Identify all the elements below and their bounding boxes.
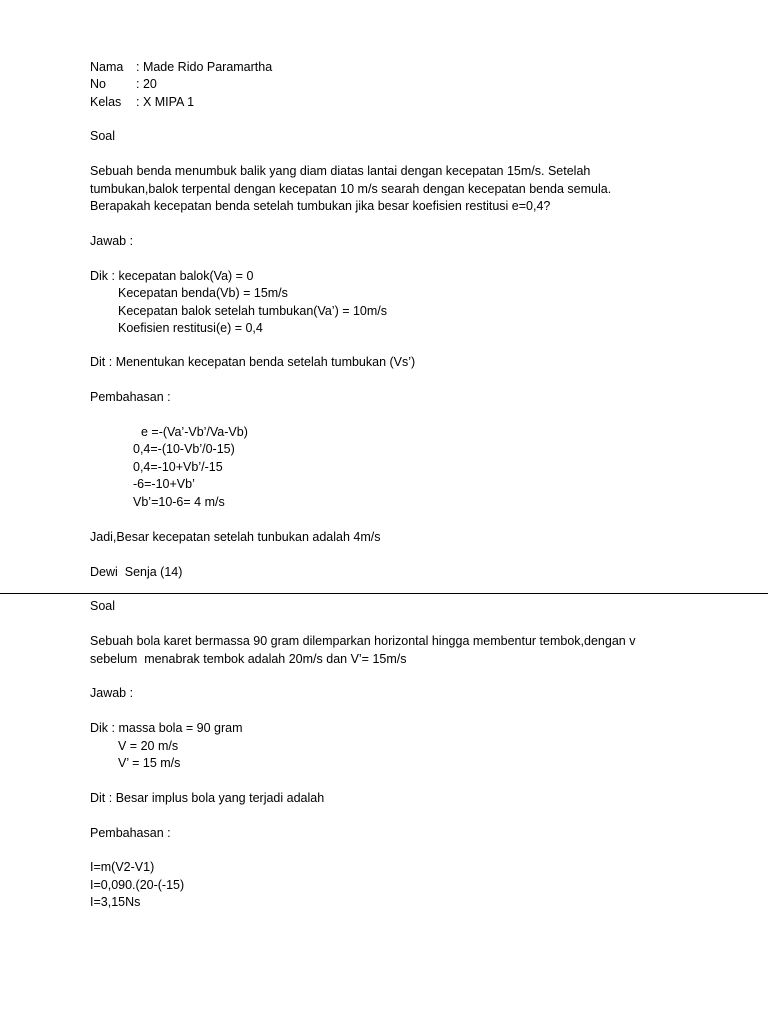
step-2-2: I=0,090.(20-(-15) [90,878,185,892]
step-2-3: I=3,15Ns [90,895,141,909]
step-2-1: I=m(V2-V1) [90,860,155,874]
pembahasan-1: Pembahasan : [90,390,171,404]
question-1-line-1: Sebuah benda menumbuk balik yang diam diatas lantai dengan kecepatan 15m/s. Setelah [90,164,591,178]
dik-1-line-3: Kecepatan balok setelah tumbukan(Va’) = 10m/s [118,304,388,318]
conclusion-1: Jadi,Besar kecepatan setelah tunbukan adalah 4m/s [90,530,381,544]
question-2-line-1: Sebuah bola karet bermassa 90 gram dilemparkan horizontal hingga membentur tembok,dengan v [90,634,636,648]
no-value: : 20 [136,77,157,91]
dik-1-line-4: Koefisien restitusi(e) = 0,4 [118,321,263,335]
dik-1-line-2: Kecepatan benda(Vb) = 15m/s [118,286,288,300]
header-nama [90,59,272,75]
dit-1: Dit : Menentukan kecepatan benda setelah tumbukan (Vs’) [90,355,416,369]
question-1-line-3: Berapakah kecepatan benda setelah tumbukan jika besar koefisien restitusi e=0,4? [90,199,551,213]
jawab-1: Jawab : [90,234,134,248]
soal-heading-1: Soal [90,129,116,143]
no-label: No [90,77,106,91]
dik-2-line-1: Dik : massa bola = 90 gram [90,721,243,735]
section-divider [0,593,768,594]
kelas-label: Kelas [90,95,122,109]
soal-heading-2: Soal [90,599,116,613]
question-1-line-2: tumbukan,balok terpental dengan kecepatan 10 m/s searah dengan kecepatan benda semula. [90,182,612,196]
kelas-value: : X MIPA 1 [136,95,195,109]
author: Dewi Senja (14) [90,565,183,579]
question-2-line-2: sebelum menabrak tembok adalah 20m/s dan V’= 15m/s [90,652,407,666]
nama-value: : Made Rido Paramartha [136,60,273,74]
dit-2: Dit : Besar implus bola yang terjadi adalah [90,791,325,805]
nama-label: Nama [90,60,124,74]
step-1-5: Vb’=10-6= 4 m/s [133,495,225,509]
dik-2-line-2: V = 20 m/s [118,739,179,753]
step-1-4: -6=-10+Vb’ [133,477,195,491]
dik-1-line-1: Dik : kecepatan balok(Va) = 0 [90,269,254,283]
jawab-2: Jawab : [90,686,134,700]
dik-2-line-3: V’ = 15 m/s [118,756,181,770]
header-no [90,76,157,92]
step-1-2: 0,4=-(10-Vb’/0-15) [133,442,235,456]
pembahasan-2: Pembahasan : [90,826,171,840]
step-1-1: e =-(Va’-Vb’/Va-Vb) [141,425,248,439]
step-1-3: 0,4=-10+Vb’/-15 [133,460,223,474]
header-kelas [90,94,194,110]
